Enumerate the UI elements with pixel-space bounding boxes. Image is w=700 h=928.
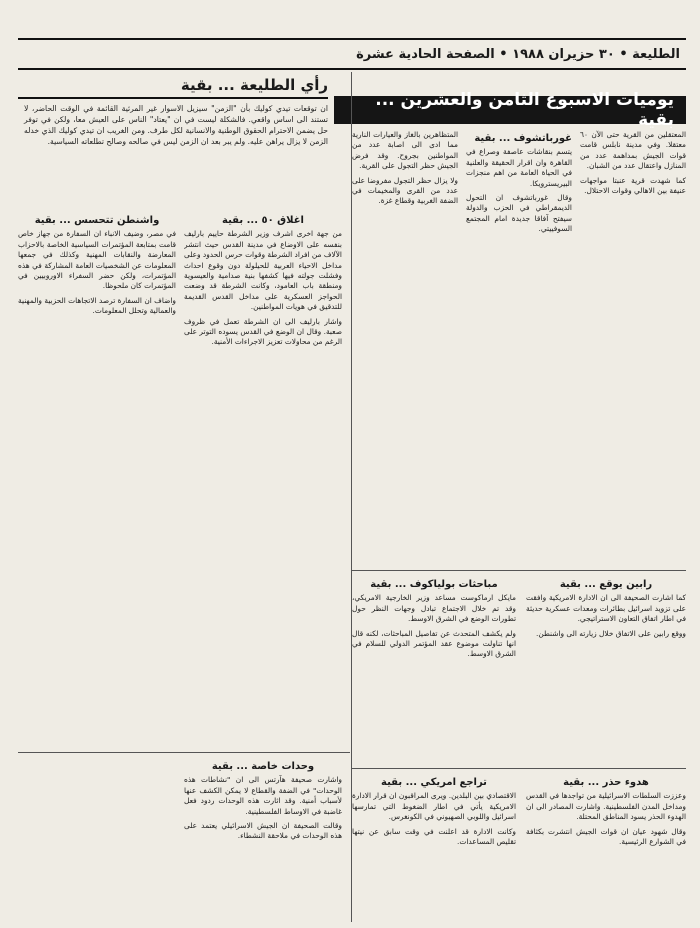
paragraph: كما شهدت قرية عنبتا مواجهات عنيفة بين الاهالي وقوات الاحتلال. [580, 175, 686, 196]
paragraph: واشارت صحيفة هآرتس الى ان "نشاطات هذه الوحدات" في الضفة والقطاع لا يمكن الكشف عنها لأسباب أمنية. وقد اثارت هذه الوحدات ردود فعل غاضبة في الاوساط الفلسطينية. [184, 775, 342, 816]
article-heading: هدوء حذر ... بقية [563, 777, 649, 788]
opinion-text: ان توقعات تيدي كوليك بأن "الزمن" سيزيل الاسوار غير المرئية القائمة في الوقت الحاضر، لا تستند الى اساس واقعي. فالشكلة ليست في ان "يعتاد" الناس على العيش معا، ولكن في توفر حل يضمن الاحترام الحقوق الوطنية والانسانية لكل طرف. ومن الغريب ان تيدي كوليك الذي خدله الزمن لا يزال يراهن عليه. ولم يبر بعد ان الزمن ليس في صالحه وصالح تطلعاته السياسية. [24, 104, 328, 146]
paragraph: الاقتصادي بين البلدين. ويرى المراقبون ان قرار الادارة الامريكية يأتي في اطار الضغوط التي تمارسها اسرائيل واللوبي الصهيوني في الكونغرس. [352, 791, 516, 822]
article-heading: رابين يوقع ... بقية [559, 579, 653, 590]
section-divider [352, 570, 686, 571]
paragraph: وكانت الادارة قد اعلنت في وقت سابق عن نيتها تقليص المساعدات. [352, 826, 516, 847]
paragraph: يتسم بنقاشات عاصفة وصراع في القاهرة وان اقرار الحقيقة والعلنية في الحياة العامة من اهم منجزات البيريسترويكا. [466, 147, 572, 188]
column-right-3 [352, 130, 458, 514]
article-heading: وحدات خاصة ... بقية [211, 761, 315, 772]
us-retreat-article [352, 774, 516, 920]
paragraph: ووقع رابين على الاتفاق خلال زيارته الى واشنطن. [535, 628, 686, 638]
paragraph: وقال شهود عيان ان قوات الجيش انتشرت بكثافة في الشوارع الرئيسية. [526, 826, 686, 847]
paragraph: المعتقلين من القرية حتى الآن ٦٠ معتقلا. وفي مدينة نابلس قامت قوات الجيش بمداهمة عدد من المنازل واعتقال عدد من الشبان. [580, 130, 686, 171]
rabin-article [526, 576, 686, 766]
running-head-text: الطليعة • ٣٠ حزيران ١٩٨٨ • الصفحة الحادية عشرة [356, 46, 680, 62]
running-head [18, 38, 686, 70]
newspaper-page [18, 10, 686, 922]
article-heading: مباحثات بولياكوف ... بقية [370, 579, 498, 590]
paragraph: المتظاهرين بالغاز والعيارات النارية مما ادى الى اصابة عدد من المواطنين بجروح. وقد فرض الجيش حظر التجول على القرية. [352, 130, 458, 171]
closure-article [184, 212, 342, 632]
paragraph: في مصر، وضيف الانباء ان السفارة من جهاز خاص قامت بمتابعة المؤتمرات السياسية الخاصة بالاحزاب المعارضة والنقابات المهنية وكذلك في جمعها المعلومات عن الشخصيات العامة المشاركة في هذه المؤتمرات، ولكن حضر السفراء الاوروبيين في المؤتمرات كان ملحوظا. [18, 229, 176, 291]
paragraph: وعززت السلطات الاسرائيلية من تواجدها في القدس ومداخل المدن الفلسطينية. واشارت المصادر الى ان الهدوء الحذر يسود المناطق المحتلة. [526, 791, 686, 822]
paragraph: مايكل ارماكوست مساعد وزير الخارجية الامريكي، وقد تم خلال الاجتماع تبادل وجهات النظر حول تطورات الوضع في الشرق الاوسط. [352, 593, 516, 624]
paragraph: وقال غورباتشوف ان التحول الديمقراطي في الحزب والدولة سيفتح آفاقا جديدة امام المجتمع السوفييتي. [466, 193, 572, 234]
section-divider [352, 768, 686, 769]
article-heading: اغلاق ٥٠ ... بقية [222, 215, 304, 226]
paragraph: من جهة اخرى اشرف وزير الشرطة حاييم بارليف بنفسه على الاوضاع في مدينة القدس حيث انتشر الآلاف من افراد الشرطة وقوات حرس الحدود وعلى مداخل الاحياء العربية للحيلولة دون وقوع احداث وفشلت جولته فيها كشفها بنية صدامية والعيسوية ومنطقة باب العامود، وكانت الشرطة قد وضعت الحواجز العسكرية على مداخل القدس القديمة للتدقيق في هويات المواطنين. [184, 229, 342, 312]
section-divider [18, 752, 350, 753]
paragraph: واشار بارليف الى ان الشرطة تعمل في ظروف صعبة. وقال ان الوضع في القدس يسوده التوتر على الرغم من محاولات تعزيز الاجراءات الأمنية. [184, 316, 342, 347]
opinion-box [18, 76, 334, 208]
paragraph: كما اشارت الصحيفة الى ان الادارة الامريكية وافقت على تزويد اسرائيل بطائرات ومعدات عسكرية حديثة في اطار اتفاق التعاون الاستراتيجي. [526, 593, 686, 624]
article-heading: غورباتشوف ... بقية [474, 133, 572, 144]
main-banner-text: يوميات الاسبوع الثامن والعشرين ... بقية [375, 90, 674, 130]
article-heading: تراجع امريكي ... بقية [381, 777, 487, 788]
main-banner [334, 90, 686, 130]
paragraph: ولم يكشف المتحدث عن تفاصيل المباحثات، لكنه قال انها تناولت موضوع عقد المؤتمر الدولي للسلام في الشرق الاوسط. [352, 628, 516, 659]
column-right-2 [466, 130, 572, 514]
units-article [184, 758, 342, 918]
washington-article [18, 212, 176, 632]
polyakov-article [352, 576, 516, 766]
column-right-1 [580, 130, 686, 514]
opinion-title: رأي الطليعة ... بقية [18, 76, 334, 99]
paragraph: واضاف ان السفارة ترصد الاتجاهات الحزبية والمهنية والعمالية وتحلل المعلومات. [18, 295, 176, 316]
calm-article [526, 774, 686, 920]
paragraph: وقالت الصحيفة ان الجيش الاسرائيلي يعتمد على هذه الوحدات في ملاحقة النشطاء. [184, 821, 342, 841]
paragraph: ولا يزال حظر التجول مفروضا على عدد من القرى والمخيمات في الضفة الغربية وقطاع غزة. [352, 175, 458, 206]
article-heading: واشنطن تتحسس ... بقية [34, 215, 160, 226]
